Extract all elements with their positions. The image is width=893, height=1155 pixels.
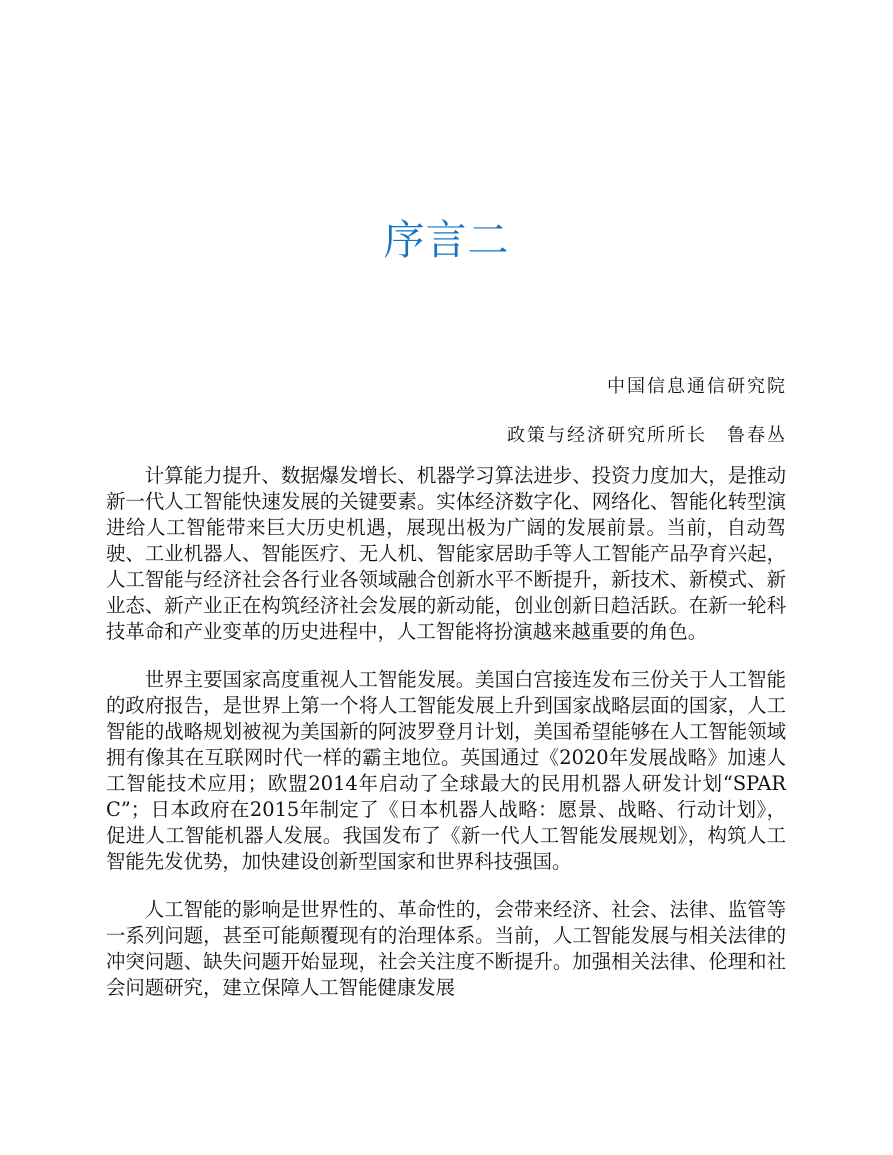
paragraph-2: 世界主要国家高度重视人工智能发展。美国白宫接连发布三份关于人工智能的政府报告，是世界上第一个将人工智能发展上升到国家战略层面的国家，人工智能的战略规划被视为美国新的阿波罗登月计划，美国希望能够在人工智能领域拥有像其在互联网时代一样的霸主地位。英国通过《2020年发展战略》加速人工智能技术应用；欧盟2014年启动了全球最大的民用机器人研发计划“SPARC”；日本政府在2015年制定了《日本机器人战略：愿景、战略、行动计划》，促进人工智能机器人发展。我国发布了《新一代人工智能发展规划》，构筑人工智能先发优势，加快建设创新型国家和世界科技强国。 (106, 668, 786, 873)
author-organization: 中国信息通信研究院 (607, 376, 787, 397)
page-title: 序言二 (383, 216, 510, 264)
paragraph-1: 计算能力提升、数据爆发增长、机器学习算法进步、投资力度加大，是推动新一代人工智能快速发展的关键要素。实体经济数字化、网络化、智能化转型演进给人工智能带来巨大历史机遇，展现出极为广阔的发展前景。当前，自动驾驶、工业机器人、智能医疗、无人机、智能家居助手等人工智能产品孕育兴起，人工智能与经济社会各行业各领域融合创新水平不断提升，新技术、新模式、新业态、新产业正在构筑经济社会发展的新动能，创业创新日趋活跃。在新一轮科技革命和产业变革的历史进程中，人工智能将扮演越来越重要的角色。 (106, 464, 786, 643)
body-text (106, 463, 786, 1023)
paragraph-3: 人工智能的影响是世界性的、革命性的，会带来经济、社会、法律、监管等一系列问题，甚至可能颠覆现有的治理体系。当前，人工智能发展与相关法律的冲突问题、缺失问题开始显现，社会关注度不断提升。加强相关法律、伦理和社会问题研究，建立保障人工智能健康发展 (106, 898, 786, 999)
author-position-name: 政策与经济研究所所长 鲁春丛 (507, 425, 787, 446)
